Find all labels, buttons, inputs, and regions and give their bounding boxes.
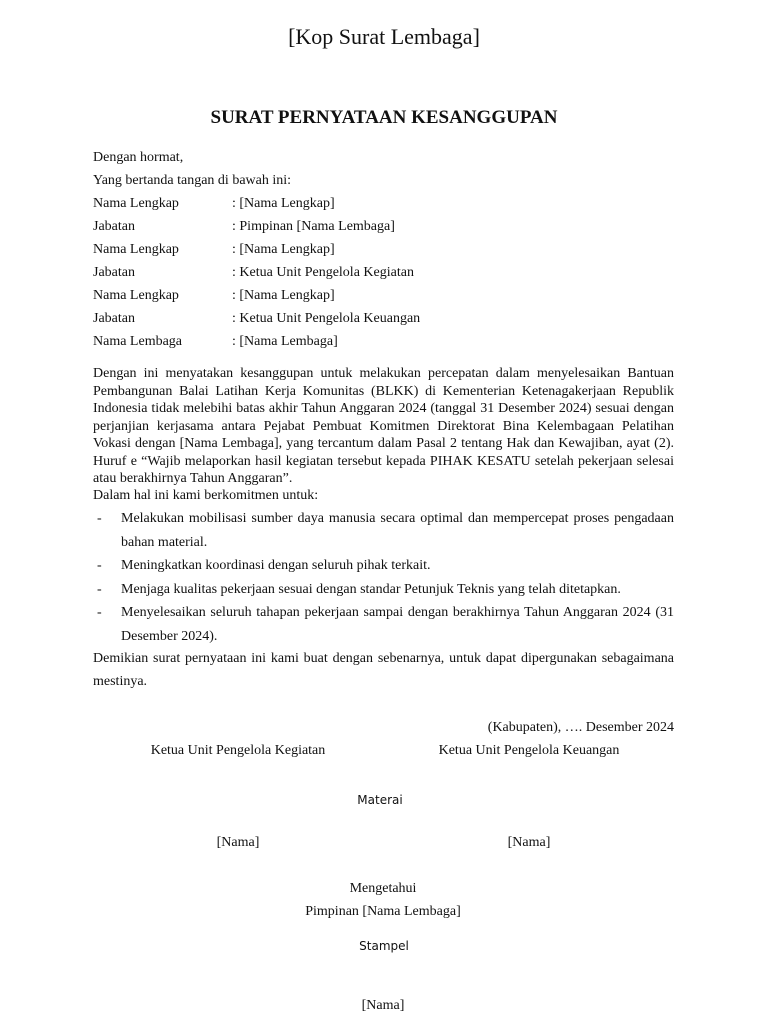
commitment-list xyxy=(93,507,674,648)
bullet-dash: - xyxy=(97,558,102,573)
signatory-name-right: [Nama] xyxy=(507,835,551,850)
field-label: Nama Lembaga xyxy=(93,334,183,349)
field-value: : Pimpinan [Nama Lembaga] xyxy=(232,219,395,234)
head-role: Pimpinan [Nama Lembaga] xyxy=(305,904,461,919)
list-item xyxy=(93,578,674,602)
statement-paragraph: Dengan ini menyatakan kesanggupan untuk melakukan percepatan dalam menyelesaikan Bantuan Pembangunan Balai Latihan Kerja Komunitas (BLKK) di Kementerian Ketenagakerjaan Republik Indonesia tidak melebihi batas akhir Tahun Anggaran 2024 (tanggal 31 Desember 2024) sesuai dengan perjanjian kerjasama antara Pejabat Pembuat Komitmen Direktorat Bina Kelembagaan Pelatihan Vokasi dengan [Nama Lembaga], yang tercantum dalam Pasal 2 tentang Hak dan Kewajiban, ayat (2). Huruf e “Wajib melaporkan hasil kegiatan tersebut kepada PIHAK KESATU setelah pekerjaan selesai atau berakhirnya Tahun Anggaran”. xyxy=(93,366,674,486)
list-item-text: Menyelesaikan seluruh tahapan pekerjaan sampai dengan berakhirnya Tahun Anggaran 2024 (31 Desember 2024). xyxy=(121,605,674,644)
materai-placeholder: Materai xyxy=(357,793,403,807)
list-item xyxy=(93,554,674,578)
greeting: Dengan hormat, xyxy=(93,150,184,165)
field-label: Jabatan xyxy=(93,311,135,326)
place-date: (Kabupaten), …. Desember 2024 xyxy=(487,720,674,735)
field-value: : Ketua Unit Pengelola Keuangan xyxy=(232,311,421,326)
signatory-name-left: [Nama] xyxy=(216,835,260,850)
signatory-role-right: Ketua Unit Pengelola Keuangan xyxy=(438,743,620,758)
closing-paragraph: Demikian surat pernyataan ini kami buat dengan sebenarnya, untuk dapat dipergunakan sebagaimana mestinya. xyxy=(93,651,674,689)
list-item-text: Menjaga kualitas pekerjaan sesuai dengan standar Petunjuk Teknis yang telah ditetapkan. xyxy=(121,581,621,597)
list-item xyxy=(93,507,674,554)
undersigned-intro: Yang bertanda tangan di bawah ini: xyxy=(93,173,292,188)
field-label: Nama Lengkap xyxy=(93,196,179,211)
field-value: : Ketua Unit Pengelola Kegiatan xyxy=(232,265,414,280)
field-label: Nama Lengkap xyxy=(93,242,179,257)
list-item-text: Meningkatkan koordinasi dengan seluruh pihak terkait. xyxy=(121,558,431,573)
acknowledged-label: Mengetahui xyxy=(349,881,417,896)
signatory-role-left: Ketua Unit Pengelola Kegiatan xyxy=(150,743,326,758)
field-label: Jabatan xyxy=(93,265,135,280)
document-title: SURAT PERNYATAAN KESANGGUPAN xyxy=(210,107,558,128)
bullet-dash: - xyxy=(97,581,102,597)
list-item xyxy=(93,601,674,648)
head-name: [Nama] xyxy=(361,998,405,1013)
field-value: : [Nama Lengkap] xyxy=(232,196,335,211)
stamp-placeholder: Stampel xyxy=(359,939,409,953)
field-value: : [Nama Lengkap] xyxy=(232,288,335,303)
bullet-dash: - xyxy=(97,511,102,526)
letterhead: [Kop Surat Lembaga] xyxy=(288,24,480,49)
field-value: : [Nama Lengkap] xyxy=(232,242,335,257)
field-label: Jabatan xyxy=(93,219,135,234)
field-value: : [Nama Lembaga] xyxy=(232,334,338,349)
field-label: Nama Lengkap xyxy=(93,288,179,303)
list-item-text: Melakukan mobilisasi sumber daya manusia secara optimal dan mempercepat proses pengadaan bahan material. xyxy=(121,511,674,550)
bullet-dash: - xyxy=(97,605,102,620)
commitment-intro: Dalam hal ini kami berkomitmen untuk: xyxy=(93,488,319,503)
